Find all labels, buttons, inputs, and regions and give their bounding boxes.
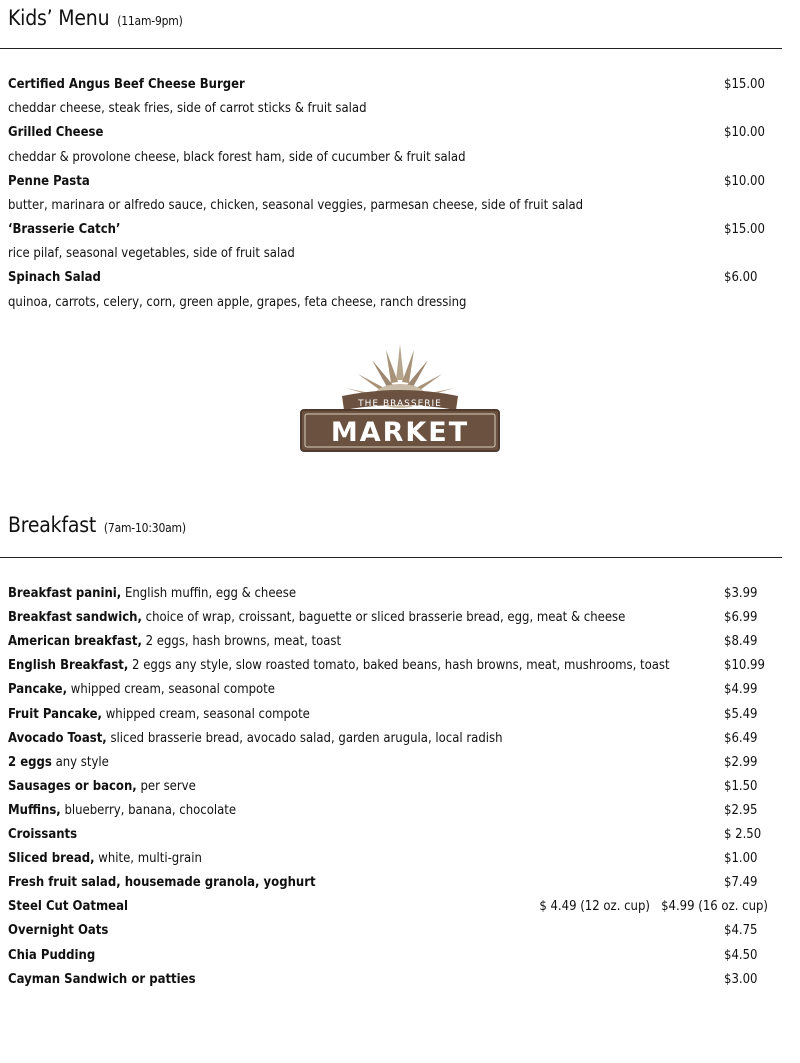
menu-item-price: $15.00	[724, 222, 765, 237]
breakfast-title: Breakfast	[8, 513, 97, 537]
menu-item-name: 2 eggs	[8, 755, 52, 770]
breakfast-item-row	[8, 923, 768, 939]
breakfast-item-row	[8, 658, 768, 674]
menu-item-price: $3.00	[724, 972, 758, 987]
menu-item-detail: whipped cream, seasonal compote	[105, 707, 310, 722]
menu-item-price: $2.95	[724, 803, 758, 818]
menu-item-description: rice pilaf, seasonal vegetables, side of fruit salad	[8, 246, 295, 261]
breakfast-divider	[0, 557, 782, 558]
menu-item-detail: any style	[55, 755, 109, 770]
menu-item-name: Muffins,	[8, 803, 61, 818]
menu-item-detail: choice of wrap, croissant, baguette or sliced brasserie bread, egg, meat & cheese	[145, 610, 626, 625]
brasserie-market-logo	[300, 340, 500, 454]
menu-item-name: Avocado Toast,	[8, 731, 107, 746]
menu-item-detail: blueberry, banana, chocolate	[64, 803, 237, 818]
menu-item-name: American breakfast,	[8, 634, 142, 649]
menu-item-description: cheddar cheese, steak fries, side of carrot sticks & fruit salad	[8, 101, 367, 116]
menu-item-price: $ 2.50	[724, 827, 762, 842]
breakfast-item-row	[8, 779, 768, 795]
menu-item-price: $1.50	[724, 779, 758, 794]
menu-item-price: $8.49	[724, 634, 758, 649]
menu-item-detail: 2 eggs, hash browns, meat, toast	[145, 634, 342, 649]
breakfast-item-row	[8, 875, 768, 891]
breakfast-item-row	[8, 899, 768, 915]
menu-item-price: $3.99	[724, 586, 758, 601]
menu-item-name: Penne Pasta	[8, 174, 90, 189]
menu-item-description: butter, marinara or alfredo sauce, chicken, seasonal veggies, parmesan cheese, side of fruit salad	[8, 198, 584, 213]
kids-menu-divider	[0, 48, 782, 49]
menu-item-name: Spinach Salad	[8, 270, 101, 285]
menu-item-name: Overnight Oats	[8, 923, 109, 938]
menu-item-price: $6.99	[724, 610, 758, 625]
kids-item-name-row	[8, 125, 768, 141]
logo-top-text: THE BRASSERIE	[358, 399, 442, 409]
menu-item-price: $4.50	[724, 948, 758, 963]
menu-item-name: Chia Pudding	[8, 948, 96, 963]
breakfast-item-row	[8, 634, 768, 650]
menu-item-price: $5.49	[724, 707, 758, 722]
menu-item-name: Pancake,	[8, 682, 68, 697]
menu-item-detail: whipped cream, seasonal compote	[70, 682, 275, 697]
menu-item-detail: sliced brasserie bread, avocado salad, garden arugula, local radish	[110, 731, 503, 746]
breakfast-item-row	[8, 682, 768, 698]
menu-item-name: Certified Angus Beef Cheese Burger	[8, 77, 245, 92]
breakfast-hours: (7am-10:30am)	[103, 521, 186, 535]
menu-item-detail: 2 eggs any style, slow roasted tomato, baked beans, hash browns, meat, mushrooms, toast	[132, 658, 670, 673]
kids-menu-hours: (11am-9pm)	[117, 14, 183, 28]
menu-item-name: Steel Cut Oatmeal	[8, 899, 128, 914]
breakfast-item-row	[8, 610, 768, 626]
kids-menu-heading	[8, 6, 183, 30]
menu-item-name: Breakfast panini,	[8, 586, 122, 601]
menu-item-name: Fruit Pancake,	[8, 707, 102, 722]
menu-item-price: $6.00	[724, 270, 758, 285]
menu-item-name: Croissants	[8, 827, 78, 842]
menu-item-detail: white, multi-grain	[98, 851, 202, 866]
menu-item-name: Cayman Sandwich or patties	[8, 972, 196, 987]
menu-item-name: Grilled Cheese	[8, 125, 104, 140]
menu-item-name: Breakfast sandwich,	[8, 610, 142, 625]
menu-item-price: $4.75	[724, 923, 758, 938]
menu-item-detail: English muffin, egg & cheese	[124, 586, 297, 601]
kids-item-name-row	[8, 77, 768, 93]
menu-item-name: ‘Brasserie Catch’	[8, 222, 121, 237]
kids-item-name-row	[8, 222, 768, 238]
breakfast-item-row	[8, 731, 768, 747]
menu-item-price: $10.99	[724, 658, 765, 673]
menu-item-price: $6.49	[724, 731, 758, 746]
kids-item-name-row	[8, 174, 768, 190]
menu-item-price: $2.99	[724, 755, 758, 770]
menu-item-detail: per serve	[140, 779, 196, 794]
logo-main-text: MARKET	[330, 417, 470, 448]
breakfast-item-row	[8, 948, 768, 964]
menu-item-description: quinoa, carrots, celery, corn, green apple, grapes, feta cheese, ranch dressing	[8, 295, 467, 310]
breakfast-item-row	[8, 827, 768, 843]
menu-item-price: $10.00	[724, 125, 765, 140]
menu-item-name: Sausages or bacon,	[8, 779, 137, 794]
menu-item-price: $4.99	[724, 682, 758, 697]
breakfast-item-row	[8, 707, 768, 723]
menu-item-price: $1.00	[724, 851, 758, 866]
breakfast-item-row	[8, 851, 768, 867]
kids-menu-title: Kids’ Menu	[8, 6, 110, 30]
breakfast-heading	[8, 513, 186, 537]
menu-item-name: Fresh fruit salad, housemade granola, yoghurt	[8, 875, 316, 890]
menu-item-name: Sliced bread,	[8, 851, 95, 866]
menu-item-price: $10.00	[724, 174, 765, 189]
menu-item-description: cheddar & provolone cheese, black forest ham, side of cucumber & fruit salad	[8, 150, 466, 165]
menu-item-price: $7.49	[724, 875, 758, 890]
breakfast-item-row	[8, 803, 768, 819]
menu-item-name: English Breakfast,	[8, 658, 129, 673]
breakfast-item-row	[8, 972, 768, 988]
menu-item-price: $15.00	[724, 77, 765, 92]
kids-item-name-row	[8, 270, 768, 286]
breakfast-item-row	[8, 586, 768, 602]
breakfast-item-row	[8, 755, 768, 771]
menu-item-price: $ 4.49 (12 oz. cup) $4.99 (16 oz. cup)	[539, 899, 768, 914]
